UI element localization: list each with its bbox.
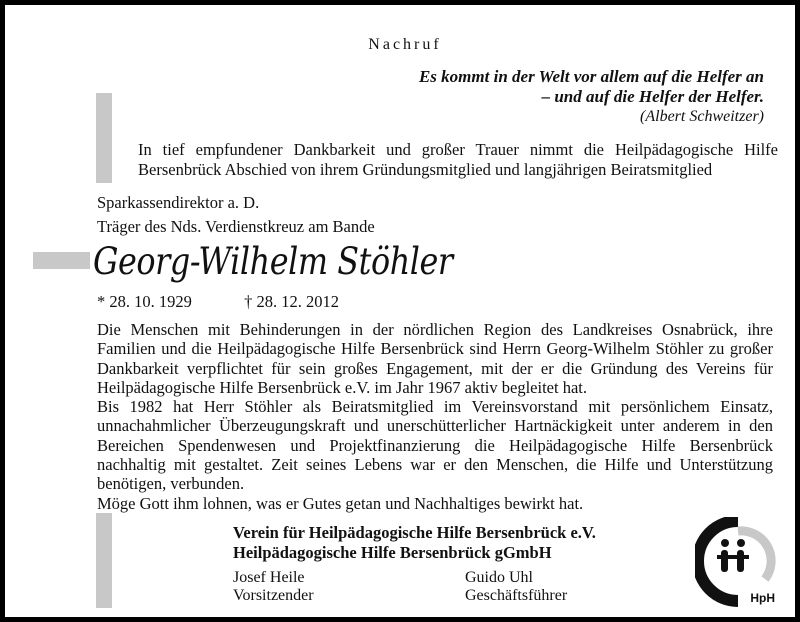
decorative-bar [96,93,112,183]
intro-text: In tief empfundener Dankbarkeit und großer Trauer nimmt die Heilpädagogische Hilfe Bersenbrück Abschied von ihrem Gründungsmitglied und langjährigen Beiratsmitglied [138,140,778,179]
deceased-honor: Träger des Nds. Verdienstkreuz am Bande [97,217,375,236]
birth-date: * 28. 10. 1929 [97,292,192,311]
life-dates [97,292,339,312]
signatory-role: Vorsitzender [233,587,314,604]
death-date: † 28. 12. 2012 [244,292,339,311]
signatory-name: Josef Heile [233,569,305,586]
body-paragraph: Möge Gott ihm lohnen, was er Gutes getan und Nachhaltiges bewirkt hat. [97,493,584,513]
decorative-bar [96,513,112,608]
quote-author: (Albert Schweitzer) [640,108,764,125]
organization-name: Verein für Heilpädagogische Hilfe Bersenbrück e.V. [233,523,596,542]
quote-line-2: – und auf die Helfer der Helfer. [541,87,764,106]
body-paragraph: Bis 1982 hat Herr Stöhler als Beiratsmitglied im Vereinsvorstand mit persönlichem Einsatz, unnachahmlicher Überzeugungskraft und unerschütterlicher Hartnäckigkeit unter anderem in den Bereichen Spendenwesen und Projektfinanzierung die Heilpädagogische Hilfe Bersenbrück nachhaltig mit gestaltet. Zeit seines Lebens war er den Menschen, die Hilfe und Unterstützung benötigen, verbunden. [97,397,773,494]
organization-name-2: Heilpädagogische Hilfe Bersenbrück gGmbH [233,543,552,562]
body-text [97,320,773,513]
signatory-role: Geschäftsführer [465,587,568,604]
decorative-bar [33,252,90,269]
deceased-name: Georg-Wilhelm Stöhler [93,240,453,283]
hph-logo [695,517,781,607]
logo-text: HpH [750,591,775,605]
signatory-name: Guido Uhl [465,569,533,586]
quote-line-1: Es kommt in der Welt vor allem auf die Helfer an [418,67,764,86]
deceased-title: Sparkassendirektor a. D. [97,193,260,212]
page-title: Nachruf [368,36,442,53]
body-paragraph: Die Menschen mit Behinderungen in der nördlichen Region des Landkreises Osnabrück, ihre Familien und die Heilpädagogische Hilfe Bersenbrück sind Herrn Georg-Wilhelm Stöhler zu großer Dankbarkeit verpflichtet für sein großes Engagement, mit der er die Gründung des Vereins für Heilpädagogische Hilfe Bersenbrück e.V. im Jahr 1967 aktiv begleitet hat. [97,320,773,397]
